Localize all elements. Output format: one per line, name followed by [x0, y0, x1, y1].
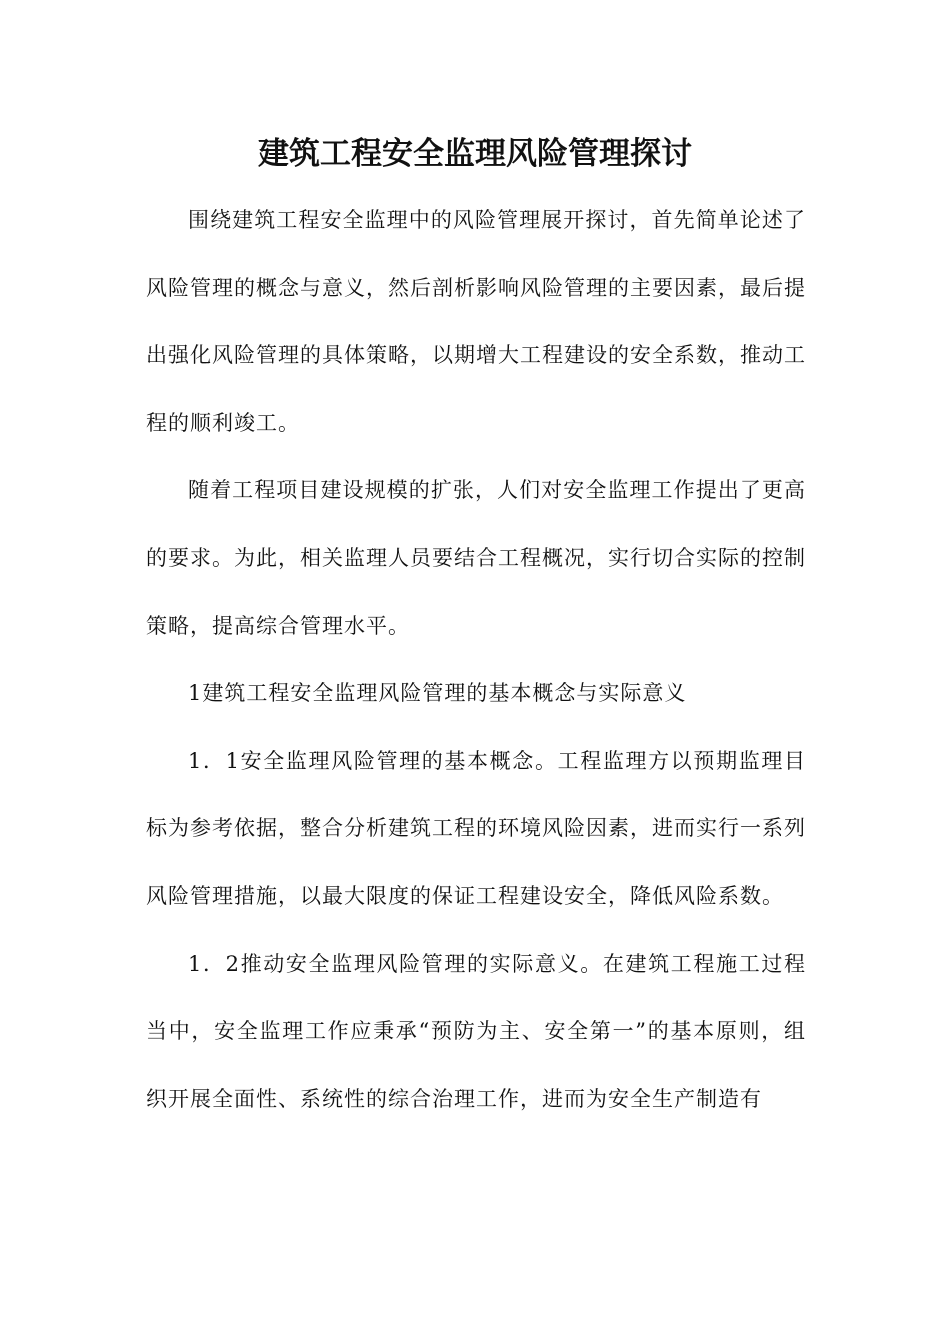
- paragraph-abstract: 围绕建筑工程安全监理中的风险管理展开探讨，首先简单论述了风险管理的概念与意义，然后剖析影响风险管理的主要因素，最后提出强化风险管理的具体策略，以期增大工程建设的安全系数，推动工程的顺利竣工。: [146, 208, 806, 435]
- paragraph-section-1-1: 1．1安全监理风险管理的基本概念。工程监理方以预期监理目标为参考依据，整合分析建筑工程的环境风险因素，进而实行一系列风险管理措施，以最大限度的保证工程建设安全，降低风险系数。: [146, 748, 806, 908]
- paragraph-section-1-2: 1．2推动安全监理风险管理的实际意义。在建筑工程施工过程当中，安全监理工作应秉承“预防为主、安全第一”的基本原则，组织开展全面性、系统性的综合治理工作，进而为安全生产制造有: [146, 951, 806, 1111]
- section-heading-1: 1建筑工程安全监理风险管理的基本概念与实际意义: [188, 681, 687, 706]
- document-body: [146, 187, 806, 1133]
- paragraph-intro: 随着工程项目建设规模的扩张，人们对安全监理工作提出了更高的要求。为此，相关监理人员要结合工程概况，实行切合实际的控制策略，提高综合管理水平。: [146, 478, 806, 638]
- document-title: 建筑工程安全监理风险管理探讨: [258, 136, 692, 172]
